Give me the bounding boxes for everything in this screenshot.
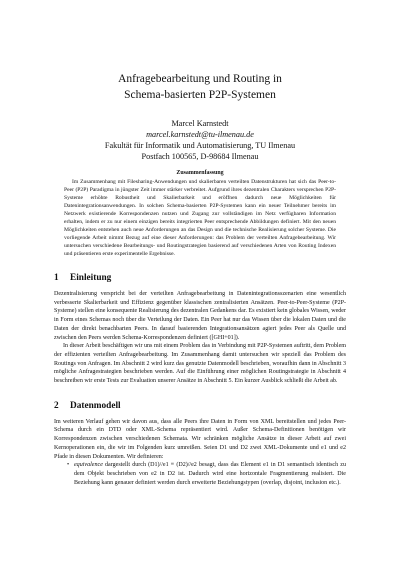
section-datenmodell	[54, 400, 346, 488]
section-title: Datenmodell	[70, 400, 121, 411]
definition-term: equivalence	[74, 462, 103, 469]
abstract-text: Im Zusammenhang mit Filesharing-Anwendungen und skalierbaren verteilten Datenstrukturen hat sich das Peer-to-Peer (P2P) Paradigma in jüngster Zeit immer stärker verbreitet. Aufgrund ihres dezentralen Charakters versprechen P2P-Systeme erhöhte Robustheit und Skalierbarkeit und eröffnen dadurch neue Möglichkeiten für Datenintegrationsanwendungen. In solchen Schema-basierten P2P-Systemen kann ein neuer Teilnehmer bereits im Netzwerk existierende Korrespondenzen nutzen und Zugang zur vollständigen im Netz verfügbaren Information erhalten, indem er zu nur einem einzigen bereits integrierten Peer entsprechende Abbildungen definiert. Mit den neuen Möglichkeiten entstehen auch neue Anforderungen an das Design und die technische Realisierung solcher Systeme. Die vorliegende Arbeit nimmt Bezug auf eine dieser Anforderungen: das Problem der verteilten Anfragebearbeitung. Wir untersuchen verschiedene Bearbeitungs- und Routingstrategien basierend auf verschiedenen Arten von Routing Indexen und präsentieren erste experimentelle Ergebnisse.	[64, 179, 336, 257]
section-title: Einleitung	[70, 273, 112, 283]
section-heading	[54, 400, 346, 412]
abstract	[64, 169, 336, 258]
author-name: Marcel Karnstedt	[171, 119, 229, 128]
paragraph: Dezentralisierung verspricht bei der verteilten Anfragebearbeitung in Datenintegrationsszenarien eine wesentlich verbesserte Skalierbarkeit und Effizienz gegenüber klassischen zentralisierten Ansätzen. Peer-to-Peer-Systeme (P2P-Systeme) stellen eine konsequente Realisierung des dezentralen Gedankens dar. Es existiert kein globales Wissen, weder in Form eines Schemas noch über die Verteilung der Daten. Ein Peer hat nur das Wissen über die lokalen Daten und die Daten der direkt benachbarten Peers. In darauf basierenden Integrationsansätzen agiert jedes Peer als Quelle und zwischen den Peers werden Schema-Korrespondenzen definiert ([GHI+01]).	[54, 291, 346, 341]
paragraph: In dieser Arbeit beschäftigen wir uns mit einem Problem das in Verbindung mit P2P-Systemen auftritt, dem Problem der effizienten verteilten Anfragebearbeitung. Im Zusammenhang damit untersuchen wir speziell das Problem des Routings von Anfragen. Im Abschnitt 2 wird kurz das genutzte Datenmodell beschrieben, woraufhin dann in Abschnitt 3 mögliche Anfragestrategien beschrieben werden. Auf die Einführung einer möglichen Routingstrategie in Abschnitt 4 beschreiben wir erste Tests zur Evaluation unserer Ansätze in Abschnitt 5. Ein kurzer Ausblick schließt die Arbeit ab.	[54, 343, 346, 385]
author-affiliation: Fakultät für Informatik und Automatisierung, TU Ilmenau	[104, 141, 296, 150]
title-line-2: Schema-basierten P2P-Systemen	[124, 89, 276, 101]
author-address: Postfach 100565, D-98684 Ilmenau	[141, 152, 259, 161]
section-number: 1	[54, 273, 59, 283]
paragraph: Im weiteren Verlauf gehen wir davon aus, dass alle Peers ihre Daten in Form von XML bereitstellen und jedes Peer-Schema durch ein DTD oder XML-Schema repräsentiert wird. Außer Schema-Definitionen benötigen wir Korrespondenzen zwischen verschiedenen Schemata. Wir schränken mögliche Ansätze in dieser Arbeit auf zwei Kernoperationen ein, die wir im Folgenden kurz umreißen. Seien D1 und D2 zwei XML-Dokumente und e1 und e2 Pfade in diesen Dokumenten. Wir definieren:	[54, 418, 346, 460]
author-block	[54, 118, 346, 162]
title-line-1: Anfragebearbeitung und Routing in	[118, 73, 282, 85]
section-einleitung	[54, 272, 346, 386]
definition-item	[74, 461, 346, 487]
section-heading	[54, 272, 346, 284]
section-number: 2	[54, 400, 59, 411]
abstract-heading: Zusammenfassung	[176, 170, 224, 176]
definition-list	[54, 461, 346, 487]
paper-title	[54, 0, 346, 103]
definition-text: dargestellt durch (D1)//e1 ≡ (D2)//e2 besagt, dass das Element e1 in D1 semantisch identisch zu dem Objekt beschrieben von e2 in D2 ist. Dadurch wird eine horizontale Fragmentierung realisiert. Die Beziehung kann genauer definiert werden durch erweiterte Beziehungstypen (overlap, disjoint, inclusion etc.).	[74, 462, 346, 486]
author-email: marcel.karnstedt@tu-ilmenau.de	[146, 130, 254, 139]
